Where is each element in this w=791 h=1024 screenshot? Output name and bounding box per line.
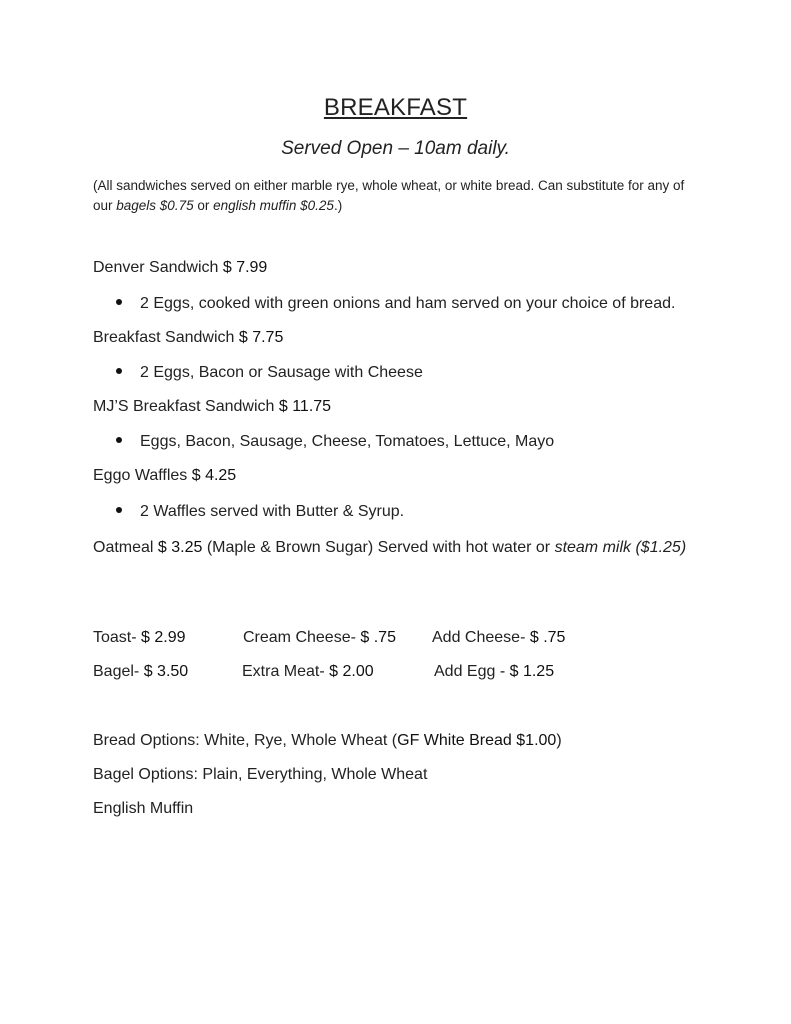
item-name: Eggo Waffles — [93, 467, 192, 484]
item-name: Denver Sandwich — [93, 259, 223, 276]
menu-item-eggo-waffles — [93, 467, 236, 485]
extra-price: $ .75 — [529, 629, 566, 646]
item-desc: Eggs, Bacon, Sausage, Cheese, Tomatoes, Lettuce, Mayo — [140, 433, 555, 450]
extra-cream-cheese — [243, 629, 396, 647]
extra-price: $ 2.99 — [141, 629, 186, 646]
note-text: (All sandwiches served on either marble rye, whole wheat, or white bread. Can substitute for any of our — [93, 178, 685, 213]
serving-hours: Served Open – 10am daily. — [281, 138, 510, 159]
extra-price: $ 2.00 — [329, 663, 374, 680]
menu-item-desc — [116, 364, 423, 382]
menu-item-oatmeal — [93, 536, 693, 560]
extra-label: Toast- — [93, 629, 142, 646]
bread-options-end: ) — [556, 732, 562, 749]
extra-toast — [93, 629, 186, 647]
extra-meat — [242, 663, 374, 681]
bullet-icon — [116, 437, 122, 443]
note-end: .) — [333, 198, 343, 213]
note-muffin: english muffin $0.25 — [213, 198, 334, 213]
extra-add-egg — [434, 663, 554, 681]
extra-price: $ .75 — [360, 629, 396, 646]
bread-note — [93, 176, 705, 216]
menu-item-desc — [116, 295, 675, 313]
extra-label: Add Cheese- — [432, 629, 530, 646]
item-name: MJ’S Breakfast Sandwich — [93, 398, 279, 415]
menu-item-desc — [116, 433, 554, 451]
extra-label: Extra Meat- — [242, 663, 330, 680]
item-name: Oatmeal — [93, 539, 158, 556]
item-price: $ 7.75 — [238, 329, 284, 346]
bullet-icon — [116, 507, 122, 513]
item-price: $ 4.25 — [191, 467, 237, 484]
menu-item-breakfast-sandwich — [93, 329, 283, 347]
bullet-icon — [116, 368, 122, 374]
menu-item-denver — [93, 259, 267, 277]
item-price: $ 11.75 — [278, 398, 332, 415]
extra-add-cheese — [432, 629, 565, 647]
item-name: Breakfast Sandwich — [93, 329, 239, 346]
item-price: $ 7.99 — [222, 259, 268, 276]
extra-label: Bagel- — [93, 663, 144, 680]
bullet-icon — [116, 299, 122, 305]
extra-price: - $ 1.25 — [499, 663, 555, 680]
bread-options — [93, 732, 562, 750]
extra-label: Add Egg — [434, 663, 500, 680]
note-bagels: bagels $0.75 — [116, 198, 194, 213]
extra-bagel — [93, 663, 188, 681]
item-desc: 2 Eggs, cooked with green onions and ham served on your choice of bread. — [140, 295, 676, 312]
gf-bread-option: GF White Bread $1.00 — [397, 732, 557, 749]
steam-milk-option: steam milk ($1.25) — [554, 539, 687, 556]
extra-label: Cream Cheese- — [243, 629, 361, 646]
page-title: BREAKFAST — [323, 94, 468, 121]
note-or: or — [193, 198, 214, 213]
bread-options-label: Bread Options: White, Rye, Whole Wheat ( — [93, 732, 398, 749]
english-muffin-option: English Muffin — [93, 800, 194, 817]
bagel-options: Bagel Options: Plain, Everything, Whole Wheat — [93, 766, 428, 783]
menu-item-mjs-sandwich — [93, 398, 331, 416]
item-desc: 2 Eggs, Bacon or Sausage with Cheese — [140, 364, 423, 381]
item-desc: 2 Waffles served with Butter & Syrup. — [140, 503, 405, 520]
item-price: $ 3.25 — [157, 539, 203, 556]
item-desc: (Maple & Brown Sugar) Served with hot water or — [202, 539, 555, 556]
extra-price: $ 3.50 — [143, 663, 189, 680]
menu-item-desc — [116, 503, 404, 521]
